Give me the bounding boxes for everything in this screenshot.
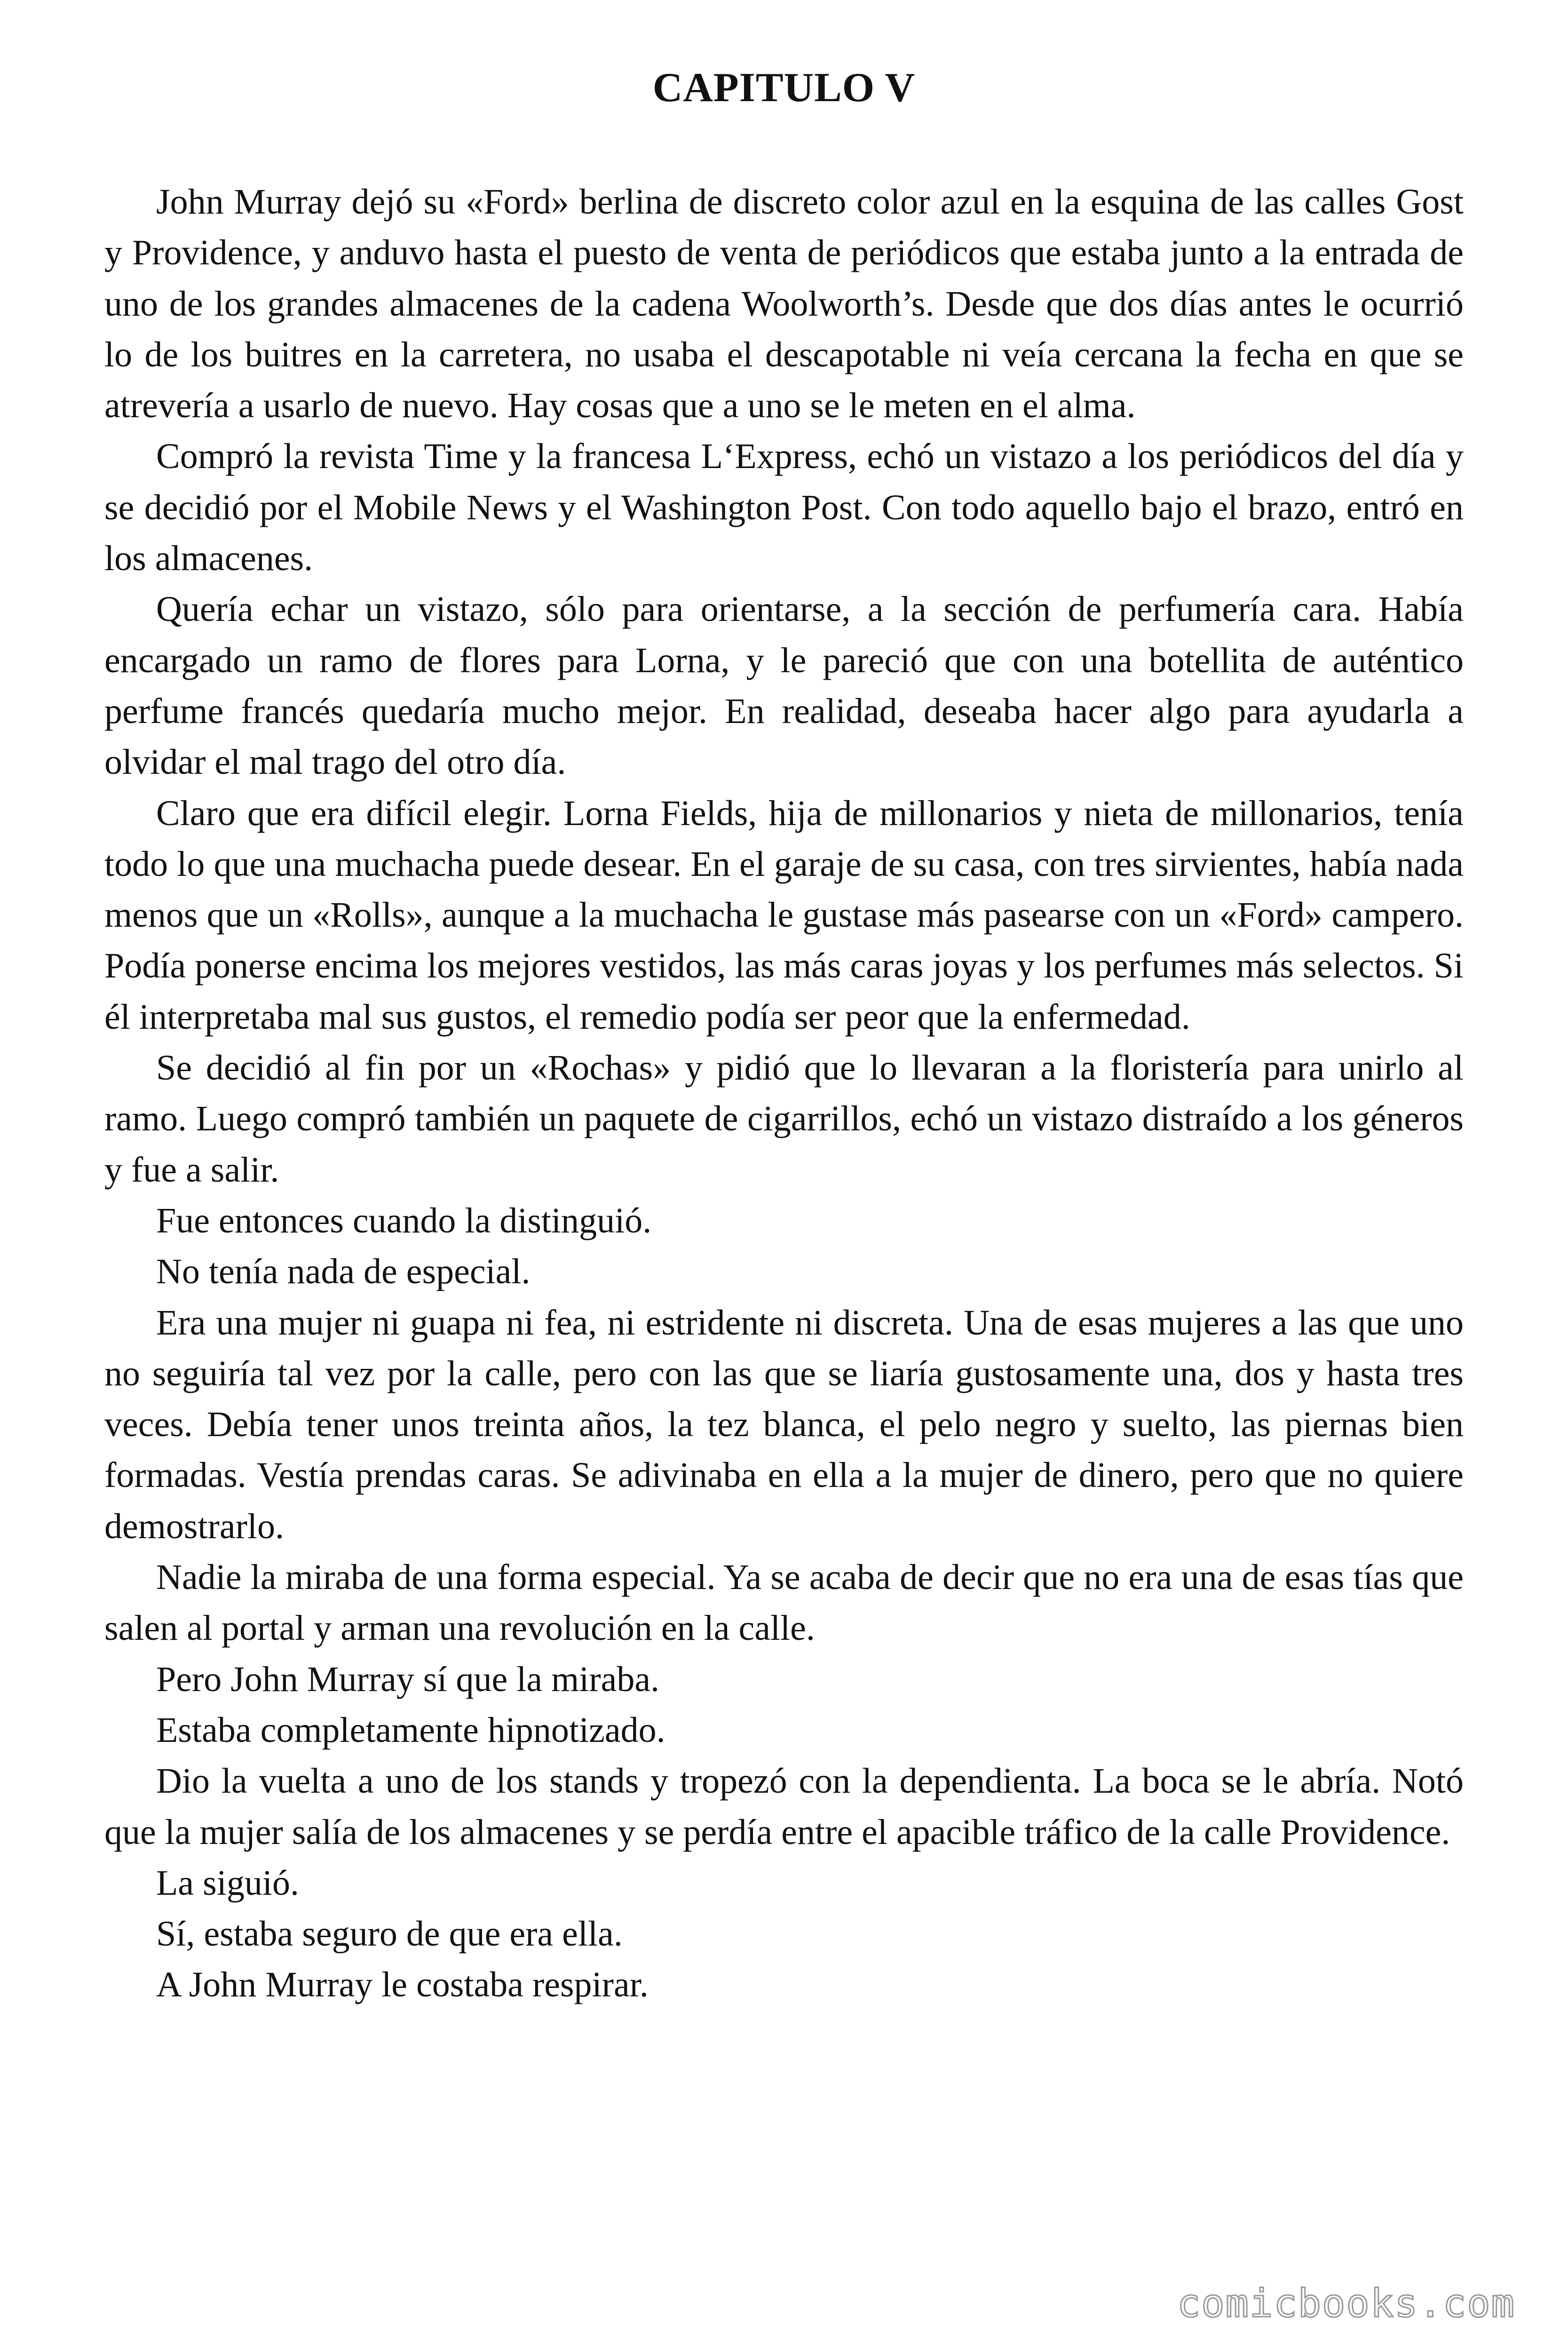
paragraph: Fue entonces cuando la distinguió. [156,1200,652,1240]
paragraph: Quería echar un vistazo, sólo para orientarse, a la sección de perfumería cara. Había encargado un ramo de flores para Lorna, y le pareció que con una botellita de auténtico perfume francés quedaría mucho mejor. En realidad, deseaba hacer algo para ayudarla a olvidar el mal trago del otro día. [104,589,1464,782]
watermark: comicbooks.com [1177,2281,1515,2326]
paragraph: Pero John Murray sí que la miraba. [156,1659,660,1699]
chapter-title: CAPITULO V [652,65,916,111]
paragraph: John Murray dejó su «Ford» berlina de discreto color azul en la esquina de las calles Gost y Providence, y anduvo hasta el puesto de venta de periódicos que estaba junto a la entrada de uno de los grandes almacenes de la cadena Woolworth’s. Desde que dos días antes le ocurrió lo de los buitres en la carretera, no usaba el descapotable ni veía cercana la fecha en que se atrevería a usarlo de nuevo. Hay cosas que a uno se le meten en el alma. [104,182,1464,426]
paragraph: Estaba completamente hipnotizado. [156,1710,665,1750]
paragraph: Compró la revista Time y la francesa L‘Express, echó un vistazo a los periódicos del día y se decidió por el Mobile News y el Washington Post. Con todo aquello bajo el brazo, entró en los almacenes. [104,437,1464,579]
paragraph: Sí, estaba seguro de que era ella. [156,1914,623,1954]
book-page [104,0,1464,2352]
paragraph: Se decidió al fin por un «Rochas» y pidió que lo llevaran a la floristería para unirlo al ramo. Luego compró también un paquete de cigarrillos, echó un vistazo distraído a los géneros y fue a salir. [104,1048,1464,1190]
chapter-body [104,176,1464,2010]
paragraph: La siguió. [156,1863,299,1903]
paragraph: Claro que era difícil elegir. Lorna Fields, hija de millonarios y nieta de millonarios, tenía todo lo que una muchacha puede desear. En el garaje de su casa, con tres sirvientes, había nada menos que un «Rolls», aunque a la muchacha le gustase más pasearse con un «Ford» campero. Podía ponerse encima los mejores vestidos, las más caras joyas y los perfumes más selectos. Si él interpretaba mal sus gustos, el remedio podía ser peor que la enfermedad. [104,793,1464,1037]
paragraph: Era una mujer ni guapa ni fea, ni estridente ni discreta. Una de esas mujeres a las que uno no seguiría tal vez por la calle, pero con las que se liaría gustosamente una, dos y hasta tres veces. Debía tener unos treinta años, la tez blanca, el pelo negro y suelto, las piernas bien formadas. Vestía prendas caras. Se adivinaba en ella a la mujer de dinero, pero que no quiere demostrarlo. [104,1303,1464,1546]
paragraph: Dio la vuelta a uno de los stands y tropezó con la dependienta. La boca se le abría. Notó que la mujer salía de los almacenes y se perdía entre el apacible tráfico de la calle Providence. [104,1761,1464,1852]
paragraph: No tenía nada de especial. [156,1252,531,1292]
paragraph: A John Murray le costaba respirar. [156,1965,649,2005]
paragraph: Nadie la miraba de una forma especial. Ya se acaba de decir que no era una de esas tías que salen al portal y arman una revolución en la calle. [104,1557,1464,1648]
